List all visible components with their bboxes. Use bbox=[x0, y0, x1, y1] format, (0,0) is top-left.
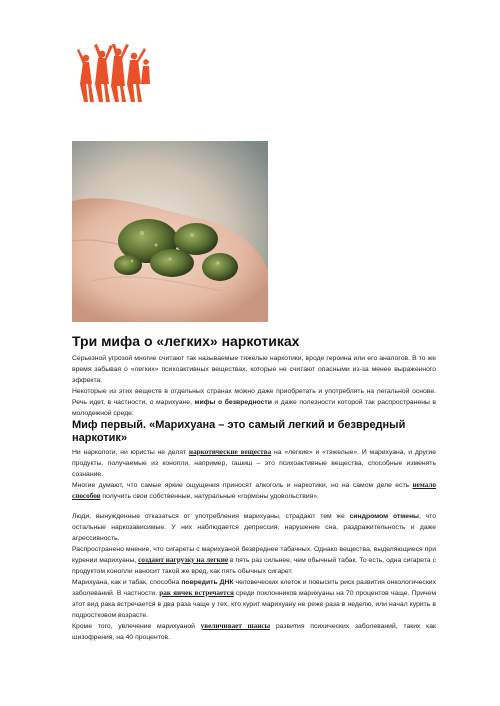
schizophrenia-paragraph bbox=[72, 621, 436, 643]
text: среди поклонников марихуаны на 70 процентов чаще. Причем этот вид рака встречается в два раза чаще у тех, кто курит марихуану не реже раза в неделю, или начал курить в подростковом возрасте. bbox=[72, 590, 436, 619]
section-heading: Миф первый. «Марихуана – это самый легкий и безвредный наркотик» bbox=[72, 419, 406, 444]
text: , что остальные наркозависимые. У них наблюдается депрессия, нарушение сна, раздражительность и даже агрессивность. bbox=[72, 513, 436, 542]
text: Многие думают, что самые яркие ощущения приносят алкоголь и наркотики, но на самом деле есть bbox=[72, 482, 413, 489]
text: получить свои собственные, натуральные «гормоны удовольствия». bbox=[100, 493, 319, 500]
drugs-link[interactable]: наркотические вещества bbox=[188, 448, 272, 456]
article bbox=[72, 333, 436, 643]
text: Кроме того, увлечение марихуаной bbox=[72, 623, 201, 630]
spacer bbox=[72, 502, 436, 511]
cancer-link[interactable]: рак яичек встречается bbox=[159, 589, 234, 597]
lungs-paragraph bbox=[72, 544, 436, 577]
chances-link[interactable]: увеличивает шансы bbox=[200, 622, 271, 630]
text: в пять раз сильнее, чем обычный табак. То есть, одна сигарета с продуктом конопли наносит такой же вред, как пять обычных сигарет. bbox=[72, 557, 436, 575]
withdrawal-paragraph bbox=[72, 511, 436, 544]
text: Ни наркологи, ни юристы не делят bbox=[72, 449, 189, 456]
intro-text: Некоторые из этих веществ в отдельных странах можно даже приобретать и употреблять на легальной основе. Речь идет, в частности, о марихуане, bbox=[72, 388, 436, 406]
cannabis-photo bbox=[72, 141, 268, 322]
ways-link[interactable]: немало способов bbox=[72, 481, 436, 500]
dna-paragraph bbox=[72, 577, 436, 621]
intro-text-end: и даже полезности которой так распространены в молодежной среде. bbox=[72, 399, 437, 417]
lungs-link[interactable]: создают нагрузку на легкие bbox=[138, 556, 229, 564]
text: развития психических заболеваний, таких как шизофрения, на 40 процентов. bbox=[72, 623, 437, 641]
dna-term: повредить ДНК bbox=[181, 579, 234, 586]
intro-paragraph-2 bbox=[72, 386, 436, 419]
cannabis-buds-on-palm-icon bbox=[72, 141, 268, 322]
myth1-paragraph-1 bbox=[72, 447, 436, 480]
article-title: Три мифа о «легких» наркотиках bbox=[72, 333, 300, 349]
text: Марихуана, как и табак, способна bbox=[72, 579, 182, 586]
myths-link[interactable]: мифы о безвредности bbox=[194, 399, 272, 406]
withdrawal-term: синдромом отмены bbox=[349, 513, 419, 520]
text: на «легкие» и «тяжелые». И марихуана, и другие продукты, получаемые из конопли, например, гашиш – это психоактивные вещества, способные изменять сознание. bbox=[72, 449, 437, 478]
logo bbox=[74, 42, 156, 136]
text: человеческих клеток и повысить риск развития онкологических заболеваний. В частности, bbox=[72, 579, 437, 597]
people-figures-icon bbox=[76, 44, 150, 102]
myth1-paragraph-2 bbox=[72, 480, 436, 502]
text: Люди, вынужденные отказаться от употребления марихуаны, страдают тем же bbox=[72, 513, 350, 520]
text: Распространено мнение, что сигареты с марихуаной безвреднее табачных. Однако вещества, выделяющиеся при курении марихуаны, bbox=[72, 546, 436, 564]
intro-paragraph-1: Серьезной угрозой многие считают так называемые тяжелые наркотики, вроде героина или его аналогов. В то же время забывая о «легких» психоактивных веществах, которые не считают опасными из-за менее выраженного эффекта. bbox=[72, 355, 436, 384]
